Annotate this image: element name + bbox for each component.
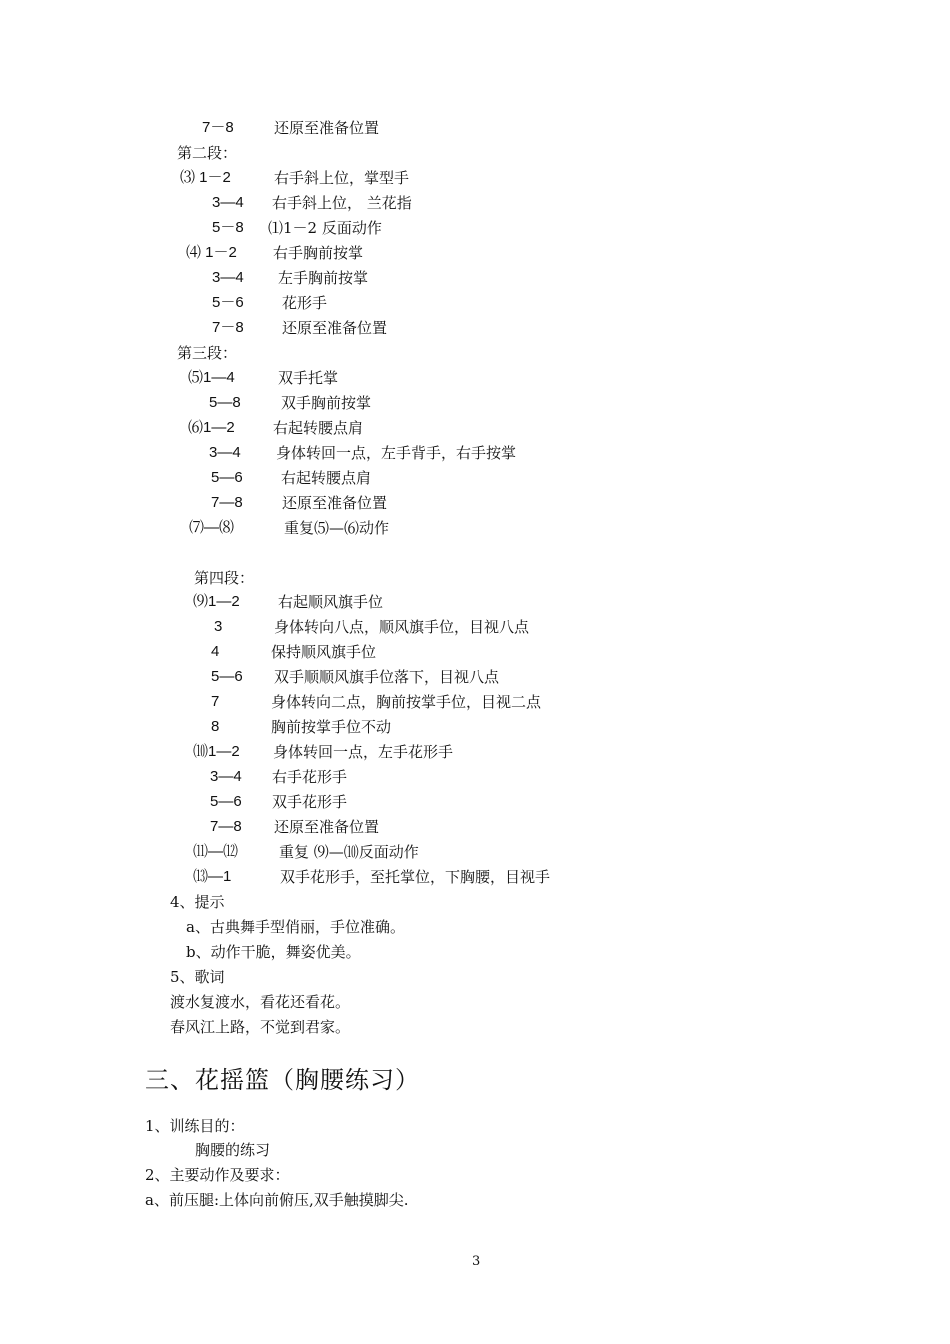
section-heading: 第四段：	[194, 569, 255, 587]
movement-text: 双手顺顺风旗手位落下，目视八点	[274, 668, 500, 686]
count-label: 5—6	[211, 469, 243, 486]
list-heading: 2、主要动作及要求：	[145, 1166, 290, 1184]
movement-text: 右手胸前按掌	[273, 244, 364, 262]
count-label: 5—8	[209, 394, 241, 411]
movement-text: 左手胸前按掌	[278, 269, 369, 287]
count-label: 5－8	[212, 219, 244, 236]
count-label: ⑽1—2	[193, 743, 240, 760]
count-label: 5－6	[212, 294, 244, 311]
movement-text: 右手斜上位， 兰花指	[272, 194, 412, 212]
movement-text: 重复 ⑼—⑽反面动作	[279, 843, 419, 861]
movement-text: 右手花形手	[272, 768, 348, 786]
movement-text: 身体转向二点，胸前按掌手位，目视二点	[271, 693, 542, 711]
count-label: ⑼1—2	[193, 593, 240, 610]
list-item: 胸腰的练习	[195, 1141, 271, 1159]
movement-text: 重复⑸—⑹动作	[284, 519, 390, 537]
count-label: ⑺—⑻	[189, 519, 235, 536]
section-title: 三、花摇篮（胸腰练习）	[145, 1066, 420, 1094]
count-label: 3—4	[212, 269, 244, 286]
count-label: 5—6	[210, 793, 242, 810]
movement-text: 身体转回一点，左手背手，右手按掌	[276, 444, 517, 462]
page-number: 3	[472, 1254, 481, 1269]
movement-text: 胸前按掌手位不动	[271, 718, 392, 736]
movement-text: 还原至准备位置	[282, 319, 388, 337]
movement-text: 双手托掌	[278, 369, 339, 387]
count-label: 4	[211, 643, 220, 660]
movement-text: 双手花形手，至托掌位，下胸腰，目视手	[280, 868, 551, 886]
count-label: ⑷ 1－2	[186, 244, 237, 261]
count-label: 3—4	[212, 194, 244, 211]
count-label: 7	[211, 693, 220, 710]
count-label: 3	[214, 618, 223, 635]
list-item: a、古典舞手型俏丽，手位准确。	[186, 918, 405, 936]
section-heading: 第三段：	[177, 344, 238, 362]
count-label: ⑸1—4	[188, 369, 235, 386]
movement-text: 右起转腰点肩	[281, 469, 372, 487]
movement-text: 还原至准备位置	[282, 494, 388, 512]
count-label: 8	[211, 718, 220, 735]
count-label: 3—4	[210, 768, 242, 785]
count-label: ⒀—1	[193, 868, 232, 885]
list-item: b、动作干脆，舞姿优美。	[186, 943, 361, 961]
list-item: a、前压腿:上体向前俯压,双手触摸脚尖.	[145, 1191, 409, 1209]
lyric-line: 春风江上路，不觉到君家。	[170, 1018, 351, 1036]
movement-text: 右手斜上位，掌型手	[274, 169, 410, 187]
movement-text: 身体转回一点，左手花形手	[273, 743, 454, 761]
movement-text: 双手胸前按掌	[281, 394, 372, 412]
movement-text: 右起顺风旗手位	[278, 593, 384, 611]
count-label: 7—8	[211, 494, 243, 511]
lyric-line: 渡水复渡水，看花还看花。	[170, 993, 351, 1011]
count-label: 7－8	[212, 319, 244, 336]
movement-text: 还原至准备位置	[274, 818, 380, 836]
movement-text: 还原至准备位置	[274, 119, 380, 137]
count-label: ⑹1—2	[188, 419, 235, 436]
movement-text: 右起转腰点肩	[273, 419, 364, 437]
movement-text: 花形手	[282, 294, 328, 312]
count-label: 5—6	[211, 668, 243, 685]
section-heading: 第二段：	[177, 144, 238, 162]
count-label: 3—4	[209, 444, 241, 461]
movement-text: ⑴1－2 反面动作	[268, 219, 382, 237]
list-heading: 1、训练目的：	[145, 1117, 245, 1135]
list-heading: 4、提示	[170, 893, 225, 911]
list-heading: 5、歌词	[170, 968, 225, 986]
movement-text: 双手花形手	[272, 793, 348, 811]
count-label: ⑶ 1－2	[180, 169, 231, 186]
movement-text: 身体转向八点，顺风旗手位，目视八点	[274, 618, 530, 636]
count-label: ⑾—⑿	[193, 843, 239, 860]
count-label: 7—8	[210, 818, 242, 835]
movement-text: 保持顺风旗手位	[271, 643, 377, 661]
count-label: 7－8	[202, 119, 234, 136]
